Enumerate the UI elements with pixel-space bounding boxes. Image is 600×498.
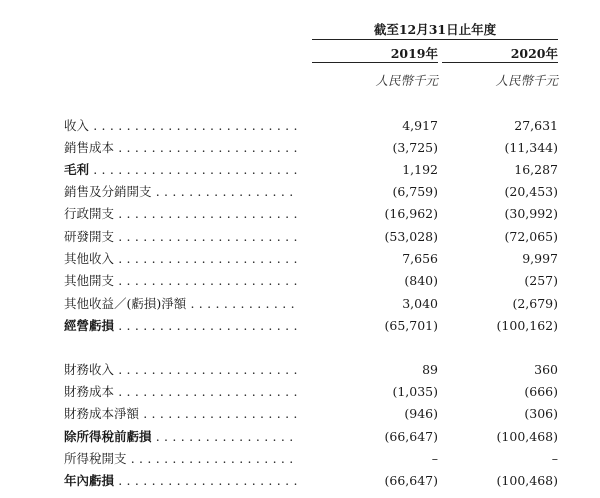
value-2019: 4,917 <box>402 118 438 133</box>
value-2019: 7,656 <box>402 251 438 266</box>
value-2019: 89 <box>422 362 438 377</box>
value-2020: (100,162) <box>496 318 558 333</box>
table-row <box>0 137 600 159</box>
row-label: 經營虧損 . . . <box>64 317 298 335</box>
value-2020: (100,468) <box>496 429 558 444</box>
table-row <box>0 448 600 470</box>
value-2019: (66,647) <box>384 429 438 444</box>
row-label: 收入 . . . <box>64 117 298 135</box>
value-2019: (3,725) <box>392 140 438 155</box>
year-heading-2020: 2020年 <box>510 46 558 61</box>
value-2019: (1,035) <box>392 384 438 399</box>
year-underline-2020 <box>442 62 558 63</box>
table-row <box>0 181 600 203</box>
value-2020: 9,997 <box>522 251 558 266</box>
value-2020: – <box>551 451 558 466</box>
row-label: 其他收入 . . . <box>64 250 298 268</box>
year-underline-2019 <box>312 62 438 63</box>
table-row <box>0 248 600 270</box>
value-2020: (30,992) <box>504 206 558 221</box>
value-2019: (16,962) <box>384 206 438 221</box>
table-row <box>0 315 600 337</box>
row-label: 所得稅開支 . . . <box>64 450 298 468</box>
row-label: 其他開支 . . . <box>64 272 298 290</box>
value-2019: (53,028) <box>384 229 438 244</box>
value-2019: 1,192 <box>402 162 438 177</box>
value-2020: 27,631 <box>514 118 558 133</box>
table-row <box>0 159 600 181</box>
value-2019: (946) <box>404 406 438 421</box>
row-label: 毛利 . . . <box>64 161 298 179</box>
table-row <box>0 359 600 381</box>
value-2019: (6,759) <box>392 184 438 199</box>
table-row <box>0 115 600 137</box>
table-row <box>0 203 600 225</box>
value-2020: (20,453) <box>504 184 558 199</box>
year-heading-2019: 2019年 <box>390 46 438 61</box>
table-row <box>0 381 600 403</box>
table-row <box>0 270 600 292</box>
value-2019: (65,701) <box>384 318 438 333</box>
unit-label-2020: 人民幣千元 <box>495 73 558 88</box>
period-underline <box>312 39 558 40</box>
row-label: 財務收入 . . . <box>64 361 298 379</box>
row-label: 財務成本 . . . <box>64 383 298 401</box>
table-row <box>0 470 600 492</box>
row-label: 其他收益／(虧損)淨額 . . . <box>64 295 298 313</box>
value-2020: 16,287 <box>514 162 558 177</box>
table-row <box>0 226 600 248</box>
value-2020: (2,679) <box>512 296 558 311</box>
value-2019: (840) <box>404 273 438 288</box>
row-label: 財務成本淨額 . . . <box>64 405 298 423</box>
value-2020: 360 <box>534 362 558 377</box>
period-heading: 截至12月31日止年度 <box>373 22 497 37</box>
table-row <box>0 403 600 425</box>
row-label: 行政開支 . . . <box>64 205 298 223</box>
row-label: 銷售成本 . . . <box>64 139 298 157</box>
unit-label-2019: 人民幣千元 <box>375 73 438 88</box>
row-label: 研發開支 . . . <box>64 228 298 246</box>
row-label: 銷售及分銷開支 . . . <box>64 183 298 201</box>
row-label: 年內虧損 . . . <box>64 472 298 490</box>
row-label: 除所得稅前虧損 . . . <box>64 428 298 446</box>
value-2020: (257) <box>524 273 558 288</box>
table-row <box>0 293 600 315</box>
value-2020: (306) <box>524 406 558 421</box>
value-2019: – <box>431 451 438 466</box>
table-row <box>0 426 600 448</box>
value-2020: (72,065) <box>504 229 558 244</box>
value-2020: (666) <box>524 384 558 399</box>
value-2019: (66,647) <box>384 473 438 488</box>
value-2020: (11,344) <box>504 140 558 155</box>
value-2020: (100,468) <box>496 473 558 488</box>
value-2019: 3,040 <box>402 296 438 311</box>
